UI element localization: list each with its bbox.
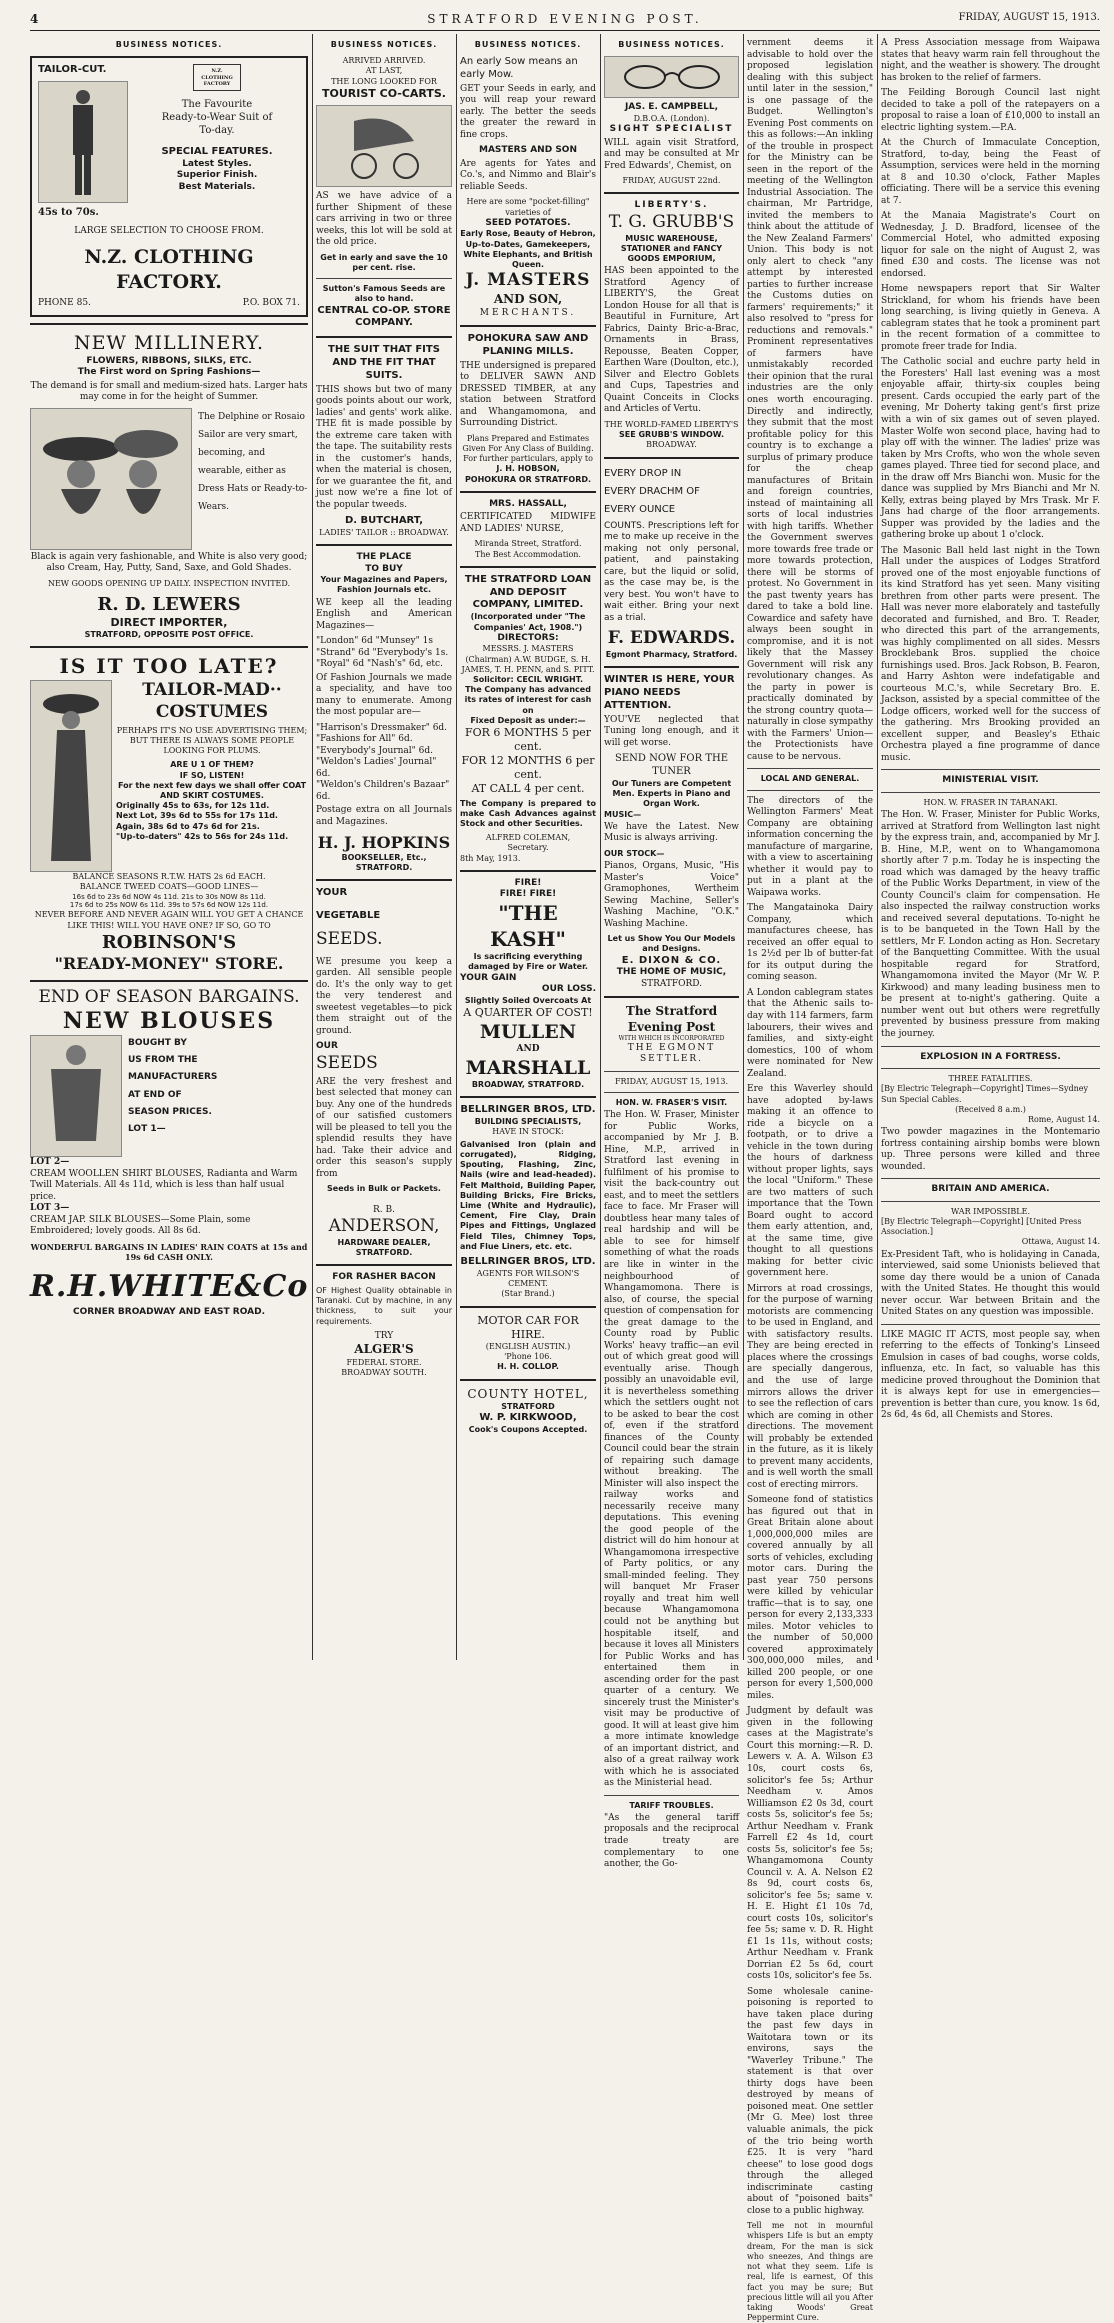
- ad-heading: TO BUY: [365, 563, 403, 574]
- column-divider: [456, 34, 457, 1660]
- article-headline: THREE FATALITIES.: [948, 1074, 1033, 1084]
- ad-text: Ready-to-Wear Suit of: [161, 112, 273, 124]
- article-source: [By Electric Telegraph—Copyright] [United Press Association.]: [881, 1217, 1082, 1237]
- ad-heading: OUR: [316, 1041, 338, 1052]
- ad-heading: TAILOR-MAD··: [142, 680, 282, 701]
- article-body: "As the general tariff proposals and the reciprocal trade treaty are complementary to one another, the Go-: [604, 1812, 739, 1870]
- ad-text: MUSIC WAREHOUSE,: [625, 233, 718, 243]
- article-source: (Received 8 a.m.): [955, 1104, 1026, 1114]
- ad-address: LADIES' TAILOR :: BROADWAY.: [319, 527, 449, 537]
- ladies-hats-illustration: [30, 408, 192, 550]
- costume-lady-illustration: [30, 680, 112, 872]
- ad-text: WE keep all the leading English and American Magazines—: [316, 597, 452, 631]
- ad-address: STRATFORD.: [355, 1248, 413, 1258]
- column-2: [316, 36, 452, 1656]
- feature-item: Best Materials.: [178, 181, 256, 192]
- editorial-masthead: The Stratford Evening Post: [625, 1004, 718, 1034]
- ad-address: STRATFORD: [501, 1401, 555, 1411]
- ad-text: For further particulars, apply to: [463, 454, 593, 464]
- ad-heading: SEEDS.: [316, 929, 383, 950]
- ad-text: Here are some "pocket-filling" varieties of: [466, 197, 590, 217]
- list-item: "Harrison's Dressmaker" 6d.: [316, 722, 448, 733]
- ad-heading: SEED POTATOES.: [485, 217, 571, 228]
- column-divider: [600, 34, 601, 1660]
- news-item: Ere this Waverley should have adopted by-laws making it an offence to ride a bicycle on a footpath, or to drive a vehicle in the town during the hours of darkness without proper lights, says the local "Uniform." These are two matters of such importance that the Town Board ought to accord them early attention, and, at the same time, give thought to all questions making for better civic government here.: [747, 1084, 873, 1279]
- news-item: At the Church of Immaculate Conception, Stratford, to-day, being the Feast of Assumption, services were held in the morning at 8 and 10.30 o'clock, Father Maples officiating. There will be a service this evening at 7.: [881, 138, 1100, 206]
- ad-address: STRATFORD, OPPOSITE POST OFFICE.: [84, 630, 254, 640]
- list-item: "Weldon's Ladies' Journal" 6d.: [316, 757, 437, 779]
- news-item: A Press Association message from Waipawa states that heavy warm rain fell throughout the night, and the weather is showery. The drought has broken to the relief of farmers.: [881, 38, 1100, 83]
- ad-text: Secretary.: [507, 843, 549, 853]
- section-heading: LOCAL AND GENERAL.: [760, 774, 860, 784]
- ad-text: The Company has advanced its rates of interest for cash on: [464, 685, 592, 715]
- advertiser-name: AND: [516, 1044, 540, 1055]
- advertiser-name: W. P. KIRKWOOD,: [479, 1412, 577, 1424]
- article-body: The Hon. W. Fraser, Minister for Public Works, accompanied by Mr J. B. Hine, M.P., arrived in Stratford last evening in fulfilment of his promise to visit the back-country out east, and to meet the settlers face to face. Mr Fraser will doubtless hear many tales of real hardship and will be able to see for himself something of what the roads are like in winter in the neighbourhood of Whangamomona. There is also, of course, the special question of compensation for the great damage to the County road by Public Works' heavy traffic—an evil out of which great good will eventually arise. Though possibly an unavoidable evil, it is nevertheless something which the settlers ought not to be asked to bear the cost of, even if the stratford finances of the County Council could bear the strain of repairing such damage without breaking. The Minister will also inspect the railway works and necessarily receive many deputations. This evening the good people of the district will do him honour at Whangamomona irrespective of Party politics, or any small-minded feeling. They will banquet Mr Fraser royally and treat him well because Whangamomona could not be anything but hospitable itself, and because it loves all Ministers for Public Works and has entertained them in ascending order for the past quarter of a century. We sincerely trust the Minister's visit may be productive of good. It will at least give him a more intimate knowledge of an important district, and also of a great railway work with which he is associated as the Ministerial head.: [604, 1110, 739, 1789]
- rate-line: FOR 12 MONTHS 6 per cent.: [461, 754, 595, 782]
- ad-address: STRATFORD.: [640, 978, 703, 989]
- ad-text: THE LONG LOOKED FOR: [331, 76, 437, 86]
- ad-text: FEDERAL STORE.: [346, 1357, 422, 1367]
- ad-text: GET your Seeds in early, and you will reap your reward early. The better the seeds the greater the reward in fine crops.: [460, 83, 596, 140]
- news-item: A London cablegram states that the Athenic sails to-day with 114 farmers, farm labourers, their wives and families, and sixty-eight domestics, 100 of whom were nominated for New Zealand.: [747, 987, 873, 1079]
- list-item: "Weldon's Children's Bazaar" 6d.: [316, 780, 450, 802]
- ad-text: THE HOME OF MUSIC,: [616, 967, 727, 978]
- article-body: Two powder magazines in the Montemario fortress containing airship bombs were blown up. Three persons were killed and three wounded.: [881, 1127, 1100, 1172]
- column-divider: [877, 34, 878, 1660]
- article-source: [By Electric Telegraph—Copyright] Times—Sydney Sun Special Cables.: [881, 1084, 1088, 1104]
- ad-text: WILL again visit Stratford, and may be consulted at Mr Fred Edwards', Chemist, on: [604, 137, 739, 171]
- ad-heading: POHOKURA SAW AND PLANING MILLS.: [467, 333, 589, 357]
- dateline: Ottawa, August 14.: [1021, 1237, 1100, 1247]
- ad-date: FRIDAY, AUGUST 22nd.: [622, 176, 721, 186]
- ad-text: IF SO, LISTEN!: [179, 770, 245, 780]
- price-line: Originally 45s to 63s, for 12s 11d.: [116, 801, 270, 811]
- ad-text: SEND NOW FOR THE TUNER: [614, 753, 729, 778]
- ad-text: R. B.: [373, 1204, 395, 1215]
- ad-text: Fixed Deposit as under:—: [470, 715, 586, 725]
- ad-text: Pianos, Organs, Music, "His Master's Voice" Gramophones, Wertheim Sewing Machine, Seller's Washing Machine, "O.K." Washing Machine.: [604, 861, 739, 929]
- ad-text: Solicitor: CECIL WRIGHT.: [472, 674, 584, 684]
- ad-subheading: OUR STOCK—: [604, 848, 665, 858]
- ad-heading: MASTERS AND SON: [478, 145, 577, 156]
- news-item: The Masonic Ball held last night in the Town Hall under the auspices of Lodges Stratford proved one of the most enjoyable functions of its kind Stratford has yet seen. Many visiting brethren from other parts were present. The Hall was never more elaborately and tastefully decorated and furnished, and Bro. T. Reader, who directed this part of the arrangements, was highly complimented on all sides. Messrs Brocklebank Bros. supplied the choice furnishings used. Bros. Jack Robson, B. Fearon, and Harry Ashton were indefatigable and courteous M.C.'s, while Secretary Bro. E. Jackson, assisted by a special committee of the Lodge officers, worked well for the success of the gathering. Mrs Brooking provided an excellent supper, and Beasley's Ethaic Orchestra played a fine programme of dance music.: [881, 545, 1100, 763]
- ad-text: To-day.: [199, 125, 235, 136]
- editorial-masthead: THE EGMONT SETTLER.: [627, 1042, 716, 1065]
- editorial-masthead: WITH WHICH IS INCORPORATED: [618, 1035, 725, 1043]
- ad-text: SEASON PRICES.: [128, 1106, 212, 1117]
- ad-text: Plans Prepared and Estimates Given For Any Class of Building.: [462, 433, 594, 453]
- ad-address: Egmont Pharmacy, Stratford.: [605, 650, 738, 660]
- advertiser-name: ANDERSON,: [328, 1216, 440, 1237]
- ad-text: CERTIFICATED MIDWIFE AND LADIES' NURSE,: [460, 512, 596, 534]
- ad-text: COUNTS. Prescriptions left for me to make up receive in the making not only personal, patient, and painstaking care, but the liquid or solid, as the case may be, is the very best. You won't have to wait either. Bring your next as a trial.: [604, 520, 739, 623]
- ad-text: ARRIVED ARRIVED.: [342, 56, 426, 66]
- ad-text: YOUR GAIN: [460, 972, 517, 983]
- ad-text: We have the Latest. New Music is always arriving.: [604, 821, 739, 844]
- advertiser-name: D. BUTCHART,: [344, 515, 424, 527]
- ad-text: PERHAPS IT'S NO USE ADVERTISING THEM; BUT THERE IS ALWAYS SOME PEOPLE LOOKING FOR PLUMS.: [116, 725, 308, 756]
- ad-heading: COSTUMES: [155, 701, 269, 722]
- ad-subheading: DIRECTORS:: [497, 632, 559, 643]
- list-item: "Everybody's Journal" 6d.: [316, 745, 433, 756]
- ad-heading: SIGHT SPECIALIST: [609, 123, 734, 134]
- advertiser-name: F. EDWARDS.: [607, 628, 736, 649]
- advertiser-name: R. D. LEWERS: [97, 594, 241, 616]
- list-item: "Royal" 6d "Nash's" 6d, etc.: [316, 659, 443, 670]
- ad-text: OUR LOSS.: [541, 984, 596, 995]
- ad-heading: SEEDS: [316, 1052, 378, 1073]
- ad-text: Your Magazines and Papers, Fashion Journals etc.: [320, 575, 448, 595]
- ad-text: Early Rose, Beauty of Hebron, Up-to-Dates, Gamekeepers, White Elephants, and British Queen.: [460, 229, 596, 270]
- ad-text: D.B.O.A. (London).: [633, 113, 710, 123]
- news-item: At the Manaia Magistrate's Court on Wednesday, J. D. Bradford, licensee of the Commercial Hotel, who admitted exposing liquor for sale on the night of August 2, was fined £30 and costs. The license was not endorsed.: [881, 211, 1100, 279]
- advertiser-name: MRS. HASSALL,: [489, 498, 567, 509]
- ad-text: STATIONER and FANCY GOODS EMPORIUM,: [620, 243, 723, 264]
- lot-label: LOT 3—: [30, 1203, 70, 1214]
- news-item: The directors of the Wellington Farmers' Meat Company are obtaining information concerning the manufacture of margarine, with a view to ascertaining whether it would pay to put in a plant at the Waipawa works.: [747, 795, 873, 898]
- ad-text: The Company is prepared to make Cash Advances against Stock and other Securities.: [460, 798, 596, 828]
- ad-subheading: DIRECT IMPORTER,: [110, 616, 228, 630]
- ad-text: Are agents for Yates and Co.'s, and Nimmo and Blair's reliable Seeds.: [460, 158, 596, 192]
- column-4: [604, 36, 739, 1870]
- ad-text: US FROM THE: [128, 1055, 198, 1066]
- advertiser-name: H. H. COLLOP.: [497, 1362, 559, 1372]
- ad-heading: MOTOR CAR FOR HIRE.: [477, 1313, 579, 1341]
- ad-text: LARGE SELECTION TO CHOOSE FROM.: [74, 225, 264, 236]
- ad-address: CORNER BROADWAY AND EAST ROAD.: [72, 1306, 265, 1317]
- price-line: Again, 38s 6d to 47s 6d for 21s.: [116, 821, 260, 831]
- ad-text: WE presume you keep a garden. All sensible people do. It's the only way to get the very tenderest and sweetest vegetables—to pick them straight out of the ground.: [316, 956, 452, 1036]
- ad-heading: TAILOR-CUT.: [38, 64, 107, 76]
- ad-text: For the next few days we shall offer COAT AND SKIRT COSTUMES.: [117, 780, 307, 800]
- section-label: BUSINESS NOTICES.: [330, 40, 438, 49]
- price-line: Next Lot, 39s 6d to 55s for 17s 11d.: [116, 811, 278, 821]
- advertiser-name: J. H. HOBSON,: [496, 464, 560, 474]
- dateline: Rome, August 14.: [1027, 1114, 1100, 1124]
- list-item: "Strand" 6d "Everybody's 1s.: [316, 647, 449, 658]
- ad-text: The Favourite: [181, 99, 253, 111]
- ad-text: THE WORLD-FAMED LIBERTY'S: [604, 419, 739, 429]
- ad-text: A QUARTER OF COST!: [463, 1005, 593, 1019]
- ad-text: TRY: [374, 1330, 394, 1341]
- ad-text: Galvanised Iron (plain and corrugated), Ridging, Spouting, Flashing, Zinc, Nails (wire and lead-headed). Felt Malthoid, Building Paper, Building Bricks, Fire Bricks, Lime (White and Hydraulic), Cement, Fire Clay, Drain Pipes and Fittings, Unglazed Field Tiles, Chimney Tops, and Flue Liners, etc. etc.: [460, 1139, 596, 1251]
- price-range: 45s to 70s.: [38, 207, 99, 219]
- ad-heading: THE STRATFORD LOAN AND DEPOSIT COMPANY, LIMITED.: [464, 573, 592, 611]
- ad-text: HAS been appointed to the Stratford Agency of LIBERTY'S, the Great London House for all that is Beautiful in Furniture, Art Fabrics, Dainty Bric-a-Brac, Ornaments in Brass, Repousse, Beaten Copper, Earthen Ware (Doulton, etc.), Silver and Electro Goblets and Cups, Tapestries and Quaint Conceits in Clocks and Articles of Vertu.: [604, 266, 739, 415]
- section-heading: MINISTERIAL VISIT.: [942, 775, 1039, 786]
- advertiser-name: COUNTY HOTEL,: [467, 1386, 589, 1401]
- ad-text: Cook's Coupons Accepted.: [468, 1424, 588, 1434]
- ad-text: MERCHANTS.: [479, 307, 577, 318]
- column-divider: [312, 34, 313, 1660]
- ad-date: 8th May, 1913.: [460, 853, 521, 863]
- pram-illustration: [316, 105, 452, 187]
- column-3: [460, 36, 596, 1656]
- ad-text: NEW GOODS OPENING UP DAILY. INSPECTION INVITED.: [47, 578, 291, 588]
- white-co-logo: R.H.WHITE&Co: [30, 1269, 309, 1305]
- ad-text: HARDWARE DEALER,: [337, 1237, 431, 1247]
- ad-heading: LIBERTY'S.: [634, 200, 709, 211]
- ad-text: The demand is for small and medium-sized hats. Larger hats may come in for the height of Summer.: [30, 380, 308, 403]
- section-label: BUSINESS NOTICES.: [474, 40, 582, 49]
- ad-text: MESSRS. J. MASTERS (Chairman) A.W. BUDGE, S. H. JAMES, T. H. PENN, and S. PITT.: [461, 644, 595, 674]
- ad-heading: IS IT TOO LATE?: [59, 654, 279, 679]
- ad-heading: EVERY DROP IN: [604, 467, 682, 479]
- rate-line: AT CALL 4 per cent.: [471, 782, 585, 796]
- ad-text: OF Highest Quality obtainable in Taranaki. Cut by machine, in any thickness, to suit your requirements.: [316, 1285, 452, 1326]
- masthead: [30, 10, 1100, 28]
- ad-heading: END OF SEASON BARGAINS.: [38, 987, 300, 1008]
- blouse-illustration: [30, 1035, 122, 1157]
- ad-address: POHOKURA OR STRATFORD.: [464, 474, 592, 484]
- ad-text: BALANCE SEASONS R.T.W. HATS 2s 6d EACH.: [72, 872, 266, 882]
- ad-address: BROADWAY.: [646, 440, 697, 450]
- phone-number: 'Phone 106.: [504, 1352, 552, 1362]
- ad-text: Postage extra on all Journals and Magazines.: [316, 805, 452, 827]
- list-item: "London" 6d "Munsey" 1s: [316, 636, 433, 647]
- advertiser-name: MULLEN: [479, 1020, 577, 1043]
- advertiser-name: T. G. GRUBB'S: [608, 211, 735, 232]
- ad-text: Sutton's Famous Seeds are also to hand.: [322, 284, 446, 304]
- ad-text: Get in early and save the 10 per cent. rise.: [320, 252, 448, 272]
- suit-man-illustration: [38, 81, 128, 203]
- ad-text: Seeds in Bulk or Packets.: [327, 1184, 441, 1194]
- column-6: [881, 36, 1100, 1656]
- ad-heading: NEW BLOUSES: [62, 1008, 276, 1035]
- ad-text: MANUFACTURERS: [128, 1072, 218, 1083]
- advertiser-name: CENTRAL CO-OP. STORE COMPANY.: [317, 304, 451, 329]
- article-body: The Hon. W. Fraser, Minister for Public Works, arrived at Stratford from Wellington last night by the express train, and, accompanied by Mr J. B. Hine, M.P., went on to Whangamomona shortly after 7 p.m. Today he is inspecting the road which was damaged by the heavy traffic of the Public Works Department, in view of the County Council's claim for compensation. He also inspected the railway construction works and received several deputations. To-night he is to be banqueted in the Town Hall by the settlers, Mr F. London acting as Hon. Secretary of the Banquetting Committee. With the usual hospitable regard for Stratford, Whangamomona invited the Mayor (Mr W. P. Kirkwood) and many leading business men to be present at to-night's gathering. Quite a number went out but others were regretfully prevented by business pressure from making the journey.: [881, 810, 1100, 1039]
- ad-heading: An early Sow means an early Mow.: [460, 56, 578, 81]
- ad-subheading: SPECIAL FEATURES.: [161, 145, 273, 157]
- white-co-ad: [30, 988, 308, 1318]
- ad-text: YOU'VE neglected that Tuning long enough, and it will get worse.: [604, 714, 739, 748]
- news-item: Someone fond of statistics has figured out that in Great Britain alone about 1,000,000,000 miles are covered annually by all sorts of vehicles, excluding motor cars. During the past year 750 persons were killed by vehicular traffic—that is to say, one person for every 2,133,333 miles. Motor vehicles to the number of 50,000 covered approximately 300,000,000 miles, and killed 200 people, or one person for every 1,500,000 miles.: [747, 1495, 873, 1701]
- list-item: "Fashions for All" 6d.: [316, 734, 413, 745]
- ad-text: CREAM JAP. SILK BLOUSES—Some Plain, some Embroidered; lovely goods. All 8s 6d.: [30, 1214, 251, 1237]
- advertiser-name: H. J. HOPKINS: [317, 832, 451, 852]
- price-line: 17s 6d to 25s NOW 6s 11d. 39s to 57s 6d NOW 12s 11d.: [69, 901, 269, 910]
- advertiser-name: J. MASTERS: [465, 270, 591, 291]
- news-item: The Feilding Borough Council last night decided to take a poll of the ratepayers on a proposal to raise a loan of £10,000 to install an electric lighting system.—P.A.: [881, 88, 1100, 133]
- ad-text: THIS shows but two of many goods points about our work, ladies' and gents' work alike. THE fit is made possible by the extreme care taken with the tape. The suitability rests in the customer's hands, when the material is chosen, for we guarantee the fit, and just now we're a fine lot of the popular tweeds.: [316, 384, 452, 510]
- ad-text: HAVE IN STOCK:: [492, 1127, 564, 1137]
- advertiser-name: MARSHALL: [465, 1056, 591, 1079]
- robinsons-ad: [30, 654, 308, 974]
- rate-line: FOR 6 MONTHS 5 per cent.: [464, 726, 592, 754]
- ad-text: BOUGHT BY: [128, 1038, 187, 1049]
- ad-text: The Best Accommodation.: [475, 549, 581, 559]
- po-box: P.O. BOX 71.: [242, 297, 300, 308]
- article-headline: WAR IMPOSSIBLE.: [950, 1206, 1030, 1216]
- ad-text: (Incorporated under "The Companies' Act, 1908."): [470, 612, 586, 632]
- masthead-rule: [30, 30, 1100, 31]
- advertiser-name: ALGER'S: [354, 1342, 414, 1357]
- ad-text: AT END OF: [128, 1089, 182, 1100]
- ad-text: Our Tuners are Competent Men. Experts in Piano and Organ Work.: [611, 778, 732, 809]
- ad-heading: NEW MILLINERY.: [73, 332, 265, 355]
- lot-label: LOT 2—: [30, 1157, 70, 1168]
- advertiser-name: ROBINSON'S: [101, 931, 237, 953]
- ad-subheading: MUSIC—: [604, 809, 642, 819]
- ad-text: AT LAST,: [365, 66, 403, 76]
- ad-text: AGENTS FOR WILSON'S CEMENT.: [476, 1268, 580, 1289]
- ad-text: THE undersigned is prepared to DELIVER SAWN AND DRESSED TIMBER, at any station between Stratford and Whangamomona, and Surrounding District.: [460, 360, 596, 429]
- ad-text: Of Fashion Journals we made a speciality, and have too many to enumerate. Among the most popular are—: [316, 672, 452, 718]
- advertiser-name: AND SON,: [493, 292, 563, 307]
- column-1: [30, 36, 308, 1656]
- advertiser-name: BELLRINGER BROS, LTD.: [460, 1256, 596, 1268]
- ad-text: NEVER BEFORE AND NEVER AGAIN WILL YOU GET A CHANCE LIKE THIS! WILL YOU HAVE ONE? IF SO, GO TO: [34, 910, 304, 930]
- news-item: The Catholic social and euchre party held in the Foresters' Hall last evening was a most enjoyable affair, thirty-six couples being present. Cards occupied the early part of the evening, Mr Doherty taking gent's first prize with a win of six games out of seven played. Master Wolfe won second place, having had to play off with the winner. The ladies' prize was taken by Mrs Crofts, who won the whole seven games played. Three tied for second place, and in the draw off Mrs Bianchi won. Music for the dance was supplied by Mrs Bianchi and Mr N. Kelly, extras being played by Mrs Trask. Mr F. Jans had charge of the floor arrangements. Supper was provided by the ladies and the gathering broke up about 1 o'clock.: [881, 357, 1100, 541]
- factory-badge: N.Z. CLOTHING FACTORY: [193, 64, 241, 91]
- millinery-ad: [30, 331, 308, 640]
- advertiser-name: E. DIXON & CO.: [621, 954, 722, 966]
- article-headline: TARIFF TROUBLES.: [629, 1800, 714, 1810]
- phone-number: PHONE 85.: [38, 297, 91, 308]
- news-item: Some wholesale canine-poisoning is reported to have taken place during the past few days in Waitotara town or its environs, says the "Waverley Tribune." The statement is that over thirty dogs have been destroyed by means of poisoned meat. One settler (Mr G. Mee) lost three valuable animals, the pick of the trio being worth £25. It is very "hard cheese" to lose good dogs through the alleged indiscriminate casting about of "poisoned baits" close to a public highway.: [747, 1986, 873, 2216]
- ad-text: CREAM WOOLLEN SHIRT BLOUSES, Radianta and Warm Twill Materials. All 4s 11d, which is less than half usual price.: [30, 1168, 298, 1202]
- column-divider: [743, 34, 744, 1660]
- ad-text: The Delphine or Rosaio Sailor are very smart, becoming, and wearable, either as Dress Hats or Ready-to-Wears.: [198, 411, 308, 512]
- advertiser-name: "THE KASH": [490, 900, 566, 951]
- ad-text: Is sacrificing everything damaged by Fire or Water.: [468, 952, 588, 972]
- advertisement-text: LIKE MAGIC IT ACTS, most people say, when referring to the effects of Tonking's Linseed Emulsion in cases of bad coughs, worse colds, influenza, etc. In fact, so valuable has this medicine proved throughout the Dominion that it is always kept for use in emergencies—prevention is better than cure, you know. 1s 6d, 2s 6d, 4s 6d, all Chemists and Stores.: [881, 1329, 1100, 1421]
- feature-item: Superior Finish.: [176, 170, 258, 181]
- ad-text: Let us Show You Our Models and Designs.: [607, 934, 736, 954]
- section-label: BUSINESS NOTICES.: [115, 40, 223, 49]
- ad-heading: FIRE!: [514, 877, 542, 888]
- ad-subheading: The First word on Spring Fashions—: [77, 367, 261, 378]
- newspaper-title: STRATFORD EVENING POST.: [427, 12, 703, 26]
- ad-address: BROADWAY, STRATFORD.: [471, 1080, 585, 1090]
- ad-text: BUILDING SPECIALISTS,: [474, 1117, 582, 1127]
- ad-heading: THE PLACE: [356, 552, 412, 563]
- advertiser-name: BELLRINGER BROS, LTD.: [460, 1104, 596, 1116]
- ad-address: BOOKSELLER, Etc., STRATFORD.: [341, 852, 427, 873]
- news-item: Home newspapers report that Sir Walter Strickland, for whom his friends have been long searching, is living quietly in Geneva. A cablegram states that he took a prominent part in the recent formation of a committee to promote freer trade for India.: [881, 284, 1100, 352]
- news-item: Judgment by default was given in the following cases at the Magistrate's Court this morning:—R. D. Lewers v. A. A. Wilson £3 10s, court costs 6s, solicitor's fee 5s; Arthur Needham v. Amos Williamson £2 0s 3d, court costs 5s, solicitor's fee 5s; Arthur Needham v. Frank Farrell £2 4s 1d, court costs 5s, solicitor's fee 5s; Whangamomona County Council v. A. A. Nelson £2 8s 9d, court costs 6s, solicitor's fee 5s; same v. H. E. Hight £1 10s 7d, court costs 10s, solicitor's fee 5s; same v. D. R. Hight £1 1s 11s, without costs; Arthur Needham v. Frank Dorrian £2 5s 6d, court costs 10s, solicitor's fee 5s.: [747, 1706, 873, 1982]
- article-headline: HON. W. FRASER IN TARANAKI.: [923, 797, 1058, 807]
- ad-text: ARE U 1 OF THEM?: [170, 760, 254, 770]
- ad-text: ARE the very freshest and best selected that money can buy. Any one of the hundreds of our satisfied customers will be pleased to tell you the splendid results they have had. Take their advice and order this season's supply from: [316, 1076, 452, 1179]
- ad-heading: EVERY DRACHM OF: [604, 485, 700, 497]
- ad-heading: WINTER IS HERE, YOUR PIANO NEEDS ATTENTION.: [604, 674, 735, 711]
- ad-text: SEE GRUBB'S WINDOW.: [618, 430, 725, 440]
- lot-label: LOT 1—: [128, 1123, 166, 1134]
- ad-text: Black is again very fashionable, and White is also very good; also Cream, Hay, Putty, Sand, Saxe, and Gold Shades.: [30, 551, 308, 574]
- article-body: Ex-President Taft, who is holidaying in Canada, interviewed, said some Unionists believed that some day there would be a union of Canada with the United States. He thought this would never occur. War between Britain and the United States on any question was impossible.: [881, 1249, 1100, 1318]
- article-body: vernment deems it advisable to hold over the proposed legislation dealing with this subject until later in the session," is one passage of the Budget. Wellington's Evening Post comments on this as follows:—An inkling of the trouble in prospect for the Ministry can be seen in the report of the meeting of the Wellington Industrial Association. The chairman, Mr Partridge, invited the members to think about the attitude of the New Zealand Farmers' Union. This body is not only alert to check "any attempt by interested parties to further increase the Customs duties on farmers' requirements;" it also resolved to "press for reductions and removals." Prominent representatives of farmers have unmistakably recorded their opinion that the rural industries are the only ones worth encouraging. Directly and indirectly, they submit that the most profitable policy for this country is to exchange a surplus of primary produce for the cheap manufactures of Britain and foreign countries, instead of maintaining all sorts of local industries with high tariffs. Whether the Government swerves more towards free trade or more towards protection, there will be storms of protest. No Government in the past twenty years has dared to take a bold line. Cowardice and safety have always been sought in compromise, and it is not likely that the Massey Government will risk any revolutionary changes. As the party in power is practically dominated by the strong country quota—naturally in close sympathy with the Farmers' Union—the Protectionists have cause to be nervous.: [747, 38, 873, 762]
- ad-subheading: FLOWERS, RIBBONS, SILKS, ETC.: [86, 355, 252, 366]
- column-5: [747, 36, 873, 2323]
- price-line: "Up-to-daters" 42s to 56s for 24s 11d.: [116, 831, 289, 841]
- ad-text: WONDERFUL BARGAINS IN LADIES' RAIN COATS at 15s and 19s 6d CASH ONLY.: [30, 1241, 308, 1263]
- advertiser-name: JAS. E. CAMPBELL,: [624, 102, 719, 113]
- ad-heading: FOR RASHER BACON: [332, 1272, 436, 1283]
- ad-text: BALANCE TWEED COATS—GOOD LINES—: [79, 882, 259, 892]
- article-headline: HON. W. FRASER'S VISIT.: [615, 1098, 728, 1108]
- news-item: The Mangatainoka Dairy Company, which manufactures cheese, has received an offer equal to 1s 2½d per lb of butter-fat for its output during the coming season.: [747, 903, 873, 983]
- ad-heading: THE SUIT THAT FITS AND THE FIT THAT SUITS.: [328, 344, 440, 381]
- ad-text: (Star Brand.): [501, 1289, 555, 1299]
- ad-heading: EVERY OUNCE: [604, 503, 676, 515]
- advertiser-name: N.Z. CLOTHING FACTORY.: [84, 246, 254, 293]
- ad-heading: YOUR: [316, 887, 348, 899]
- ad-heading: TOURIST CO-CARTS.: [322, 86, 446, 100]
- spectacles-illustration: [604, 56, 739, 98]
- ad-heading: FIRE! FIRE!: [499, 889, 557, 900]
- advertiser-name: "READY-MONEY" STORE.: [54, 953, 284, 973]
- ad-text: (ENGLISH AUSTIN.): [485, 1341, 571, 1351]
- price-line: 16s 6d to 23s 6d NOW 4s 11d. 21s to 30s NOW 8s 11d.: [72, 892, 266, 901]
- advertisement-verse: Tell me not in mournful whispers Life is but an empty dream, For the man is sick who sneezes, And things are not what they seem. Life is real, life is earnest, Of this fact you may be sure; But precious little will ail you After taking Woods' Great Peppermint Cure.: [747, 2221, 873, 2323]
- editorial-date: FRIDAY, AUGUST 15, 1913.: [614, 1076, 729, 1086]
- ad-text: AS we have advice of a further Shipment of these cars arriving in two or three weeks, this lot will be sold at the old price.: [316, 191, 452, 248]
- ad-address: Miranda Street, Stratford.: [474, 539, 582, 549]
- section-label: BUSINESS NOTICES.: [618, 40, 725, 49]
- issue-date: FRIDAY, AUGUST 15, 1913.: [958, 12, 1100, 23]
- ad-text: ALFRED COLEMAN,: [485, 833, 571, 843]
- ad-text: Slightly Soiled Overcoats At: [464, 995, 592, 1005]
- section-heading: BRITAIN AND AMERICA.: [931, 1184, 1050, 1195]
- news-item: Mirrors at road crossings, for the purpose of warning motorists are commencing to be used in England, and with satisfactory results. They are being erected in places where the crossings are specially dangerous, and the use of large mirrors allows the driver to see the reflection of cars which are coming in other directions. The movement will probably be extended in the future, as it is likely to prevent many accidents, and is well worth the small cost of erecting mirrors.: [747, 1283, 873, 1490]
- feature-item: Latest Styles.: [182, 158, 252, 169]
- tailor-cut-ad: [30, 56, 308, 317]
- ad-heading: VEGETABLE: [316, 910, 381, 922]
- ad-address: BROADWAY SOUTH.: [341, 1367, 427, 1377]
- section-heading: EXPLOSION IN A FORTRESS.: [920, 1051, 1061, 1062]
- page-number: 4: [30, 12, 39, 26]
